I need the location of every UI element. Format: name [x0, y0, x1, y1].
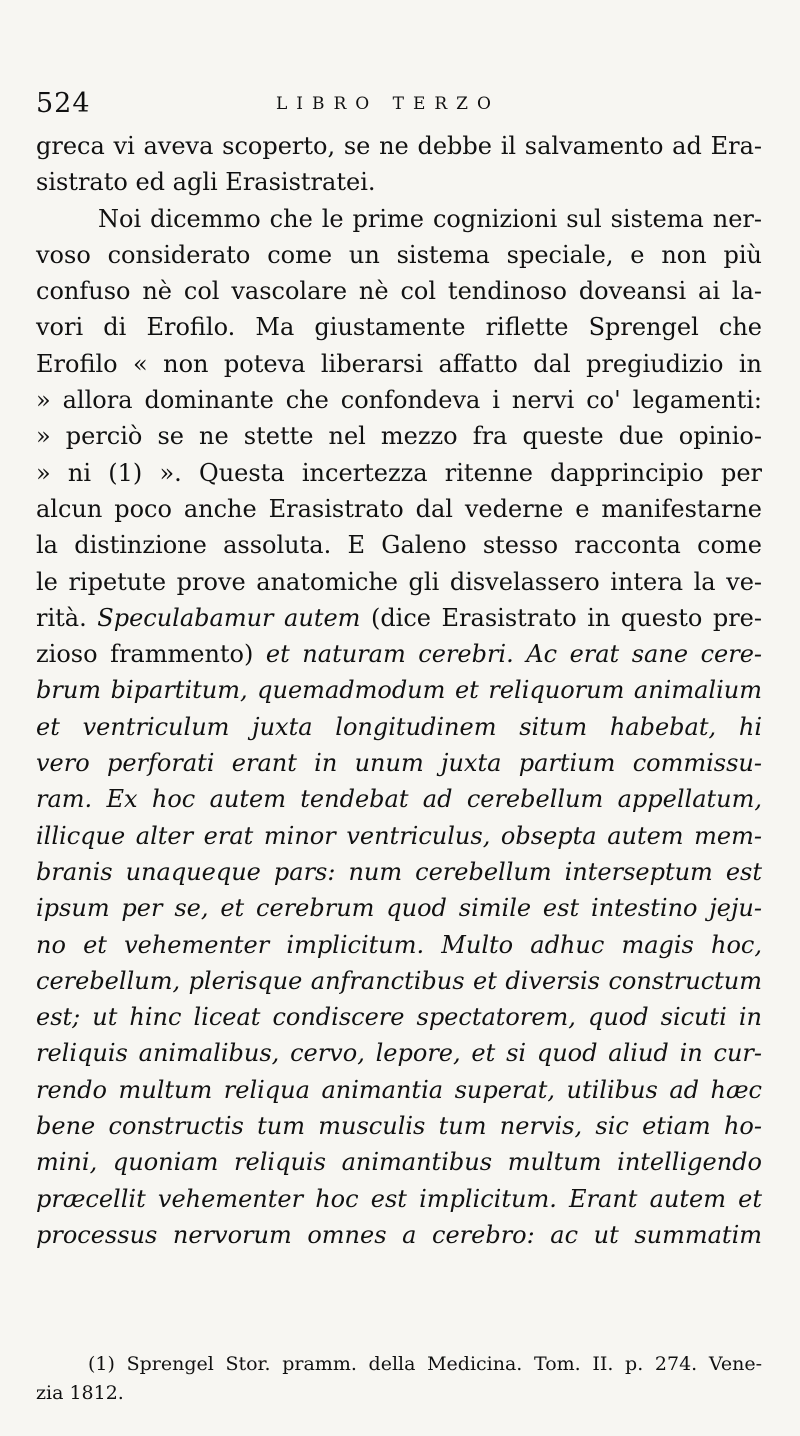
- text-line: præcellit vehementer hoc est implicitum. Erant autem et: [36, 1184, 762, 1213]
- text-line: ipsum per se, et cerebrum quod simile est intestino jeju-: [36, 894, 762, 923]
- text-line: le ripetute prove anatomiche gli disvelassero intera la ve-: [36, 567, 762, 596]
- body-text: [36, 128, 762, 1253]
- text-run: rità.: [36, 603, 98, 632]
- text-line: et ventriculum juxta longitudinem situm habebat, hi: [36, 712, 762, 741]
- text-line: no et vehementer implicitum. Multo adhuc magis hoc,: [36, 930, 762, 959]
- footnote-line: (1) Sprengel Stor. pramm. della Medicina. Tom. II. p. 274. Vene-: [88, 1353, 762, 1375]
- text-line: reliquis animalibus, cervo, lepore, et si quod aliud in cur-: [36, 1039, 762, 1068]
- text-line: branis unaqueque pars: num cerebellum interseptum est: [36, 857, 762, 886]
- text-line: alcun poco anche Erasistrato dal vederne e manifestarne: [36, 494, 762, 523]
- text-line: Erofilo « non poteva liberarsi affatto dal pregiudizio in: [36, 349, 762, 378]
- text-line: greca vi aveva scoperto, se ne debbe il salvamento ad Era-: [36, 132, 762, 160]
- text-line: ram. Ex hoc autem tendebat ad cerebellum appellatum,: [36, 785, 762, 814]
- text-run: zioso frammento): [36, 640, 266, 669]
- text-run: Speculabamur autem: [97, 603, 361, 632]
- text-line: brum bipartitum, quemadmodum et reliquorum animalium: [36, 676, 762, 705]
- text-line: » perciò se ne stette nel mezzo fra queste due opinio-: [36, 422, 762, 451]
- text-line: sistrato ed agli Erasistratei.: [36, 168, 376, 197]
- text-line: voso considerato come un sistema speciale, e non più: [36, 240, 762, 269]
- text-line: confuso nè col vascolare nè col tendinoso doveansi ai la-: [36, 277, 762, 306]
- text-line: processus nervorum omnes a cerebro: ac ut summatim: [36, 1220, 762, 1249]
- footnote: [36, 1350, 762, 1408]
- page-header: [36, 88, 760, 124]
- text-line: » allora dominante che confondeva i nervi co' legamenti:: [36, 386, 762, 415]
- running-head: LIBRO TERZO: [276, 94, 500, 114]
- text-line: » ni (1) ». Questa incertezza ritenne dapprincipio per: [36, 458, 762, 487]
- text-run: et naturam cerebri. Ac erat sane cere-: [265, 640, 762, 669]
- text-line: vori di Erofilo. Ma giustamente riflette Sprengel che: [36, 313, 762, 342]
- text-line: illicque alter erat minor ventriculus, obsepta autem mem-: [36, 821, 762, 850]
- text-line: la distinzione assoluta. E Galeno stesso racconta come: [36, 531, 762, 560]
- text-line: cerebellum, plerisque anfranctibus et diversis constructum: [36, 966, 762, 995]
- text-line: [36, 600, 762, 636]
- text-line: [36, 636, 762, 672]
- text-line: Noi dicemmo che le prime cognizioni sul sistema ner-: [98, 204, 762, 233]
- text-line: rendo multum reliqua animantia superat, utilibus ad hæc: [36, 1075, 762, 1104]
- page-number: 524: [36, 88, 91, 119]
- text-line: est; ut hinc liceat condiscere spectatorem, quod sicuti in: [36, 1003, 762, 1032]
- text-run: (dice Erasistrato in questo pre-: [360, 603, 762, 632]
- footnote-line: zia 1812.: [36, 1382, 124, 1404]
- text-line: mini, quoniam reliquis animantibus multum intelligendo: [36, 1148, 762, 1177]
- text-line: bene constructis tum musculis tum nervis, sic etiam ho-: [36, 1112, 762, 1141]
- text-line: vero perforati erant in unum juxta partium commissu-: [36, 749, 762, 778]
